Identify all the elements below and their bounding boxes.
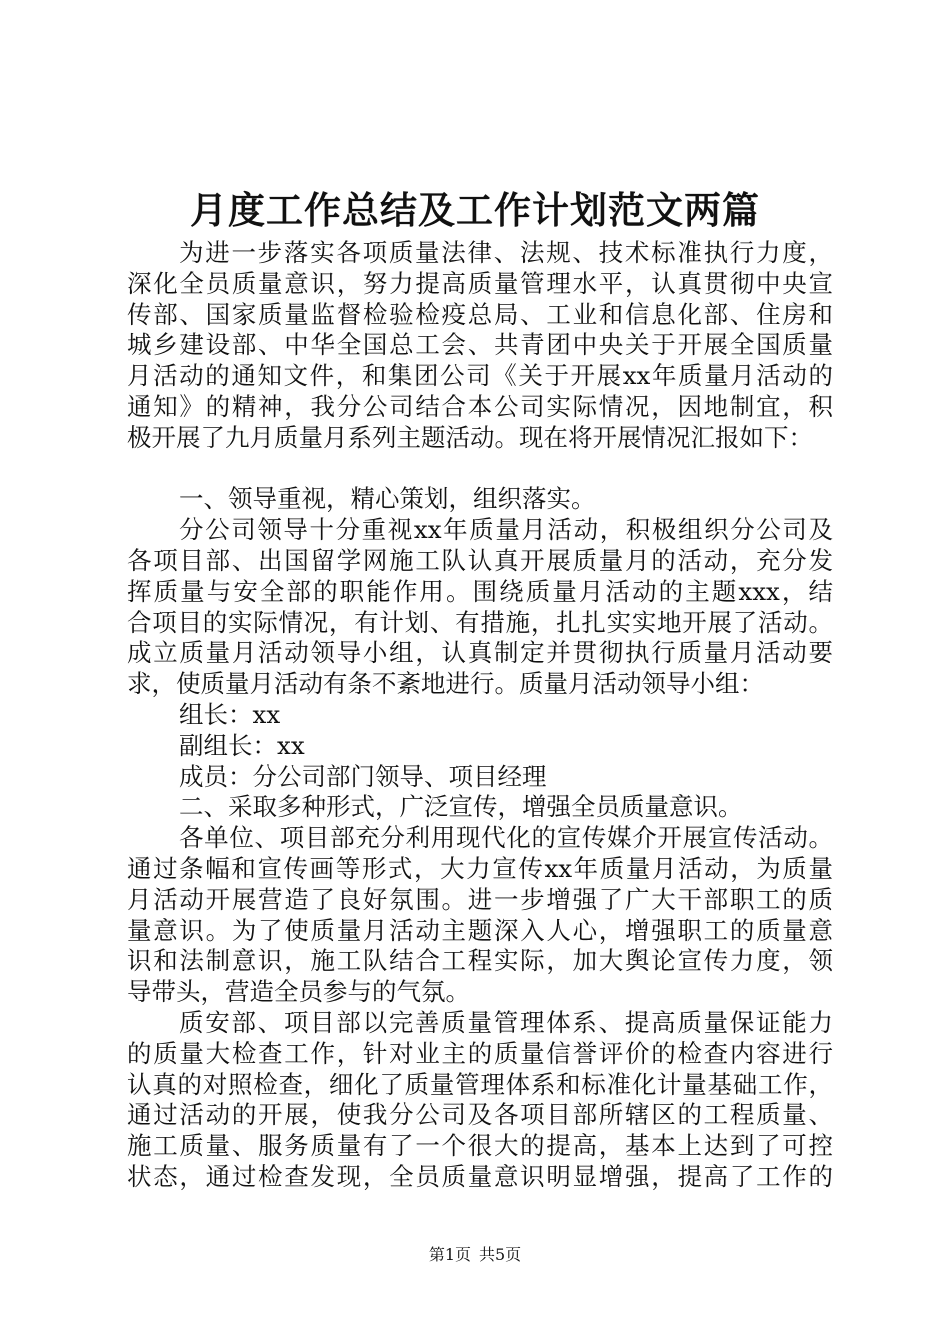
body-line: 的质量大检查工作，针对业主的质量信誉评价的检查内容进行 xyxy=(127,1038,833,1068)
document-body xyxy=(127,238,833,1193)
body-line: 通知》的精神，我分公司结合本公司实际情况，因地制宜，积 xyxy=(127,391,833,421)
list-item: 成员：分公司部门领导、项目经理 xyxy=(179,761,547,791)
body-line: 通过条幅和宣传画等形式，大力宣传xx年质量月活动，为质量 xyxy=(127,853,833,883)
body-line: 状态，通过检查发现，全员质量意识明显增强，提高了工作的 xyxy=(127,1161,833,1191)
page-number: 第1页 xyxy=(428,1245,471,1264)
body-line: 求，使质量月活动有条不紊地进行。质量月活动领导小组： xyxy=(127,669,764,699)
body-line: 通过活动的开展，使我分公司及各项目部所辖区的工程质量、 xyxy=(127,1100,833,1130)
body-line: 施工质量、服务质量有了一个很大的提高，基本上达到了可控 xyxy=(127,1131,833,1161)
document-title: 月度工作总结及工作计划范文两篇 xyxy=(190,188,760,232)
list-item: 副组长：xx xyxy=(179,730,305,760)
body-line: 成立质量月活动领导小组，认真制定并贯彻执行质量月活动要 xyxy=(127,638,833,668)
body-line: 月活动开展营造了良好氛围。进一步增强了广大干部职工的质 xyxy=(127,884,833,914)
body-line: 导带头，营造全员参与的气氛。 xyxy=(127,977,470,1007)
body-line: 质安部、项目部以完善质量管理体系、提高质量保证能力 xyxy=(179,1007,833,1037)
section-heading: 二、采取多种形式，广泛宣传，增强全员质量意识。 xyxy=(179,792,743,822)
list-item: 组长：xx xyxy=(179,699,281,729)
paragraph-gap xyxy=(127,454,833,485)
body-line: 极开展了九月质量月系列主题活动。现在将开展情况汇报如下： xyxy=(127,422,813,452)
body-line: 量意识。为了使质量月活动主题深入人心，增强职工的质量意 xyxy=(127,915,833,945)
body-line: 传部、国家质量监督检验检疫总局、工业和信息化部、住房和 xyxy=(127,299,833,329)
body-line: 识和法制意识，施工队结合工程实际，加大舆论宣传力度，领 xyxy=(127,946,833,976)
body-line: 分公司领导十分重视xx年质量月活动，积极组织分公司及 xyxy=(179,515,833,545)
body-line: 认真的对照检查，细化了质量管理体系和标准化计量基础工作， xyxy=(127,1069,833,1099)
page-footer xyxy=(0,1245,950,1265)
body-line: 各项目部、出国留学网施工队认真开展质量月的活动，充分发 xyxy=(127,545,833,575)
body-line: 合项目的实际情况，有计划、有措施，扎扎实实地开展了活动。 xyxy=(127,607,833,637)
page-total: 共5页 xyxy=(479,1245,522,1264)
body-line: 挥质量与安全部的职能作用。围绕质量月活动的主题xxx，结 xyxy=(127,576,833,606)
body-line: 深化全员质量意识，努力提高质量管理水平，认真贯彻中央宣 xyxy=(127,268,833,298)
body-line: 城乡建设部、中华全国总工会、共青团中央关于开展全国质量 xyxy=(127,330,833,360)
section-heading: 一、领导重视，精心策划，组织落实。 xyxy=(179,484,596,514)
body-line: 月活动的通知文件，和集团公司《关于开展xx年质量月活动的 xyxy=(127,361,833,391)
body-line: 各单位、项目部充分利用现代化的宣传媒介开展宣传活动。 xyxy=(179,823,833,853)
body-line: 为进一步落实各项质量法律、法规、技术标准执行力度， xyxy=(179,238,833,267)
